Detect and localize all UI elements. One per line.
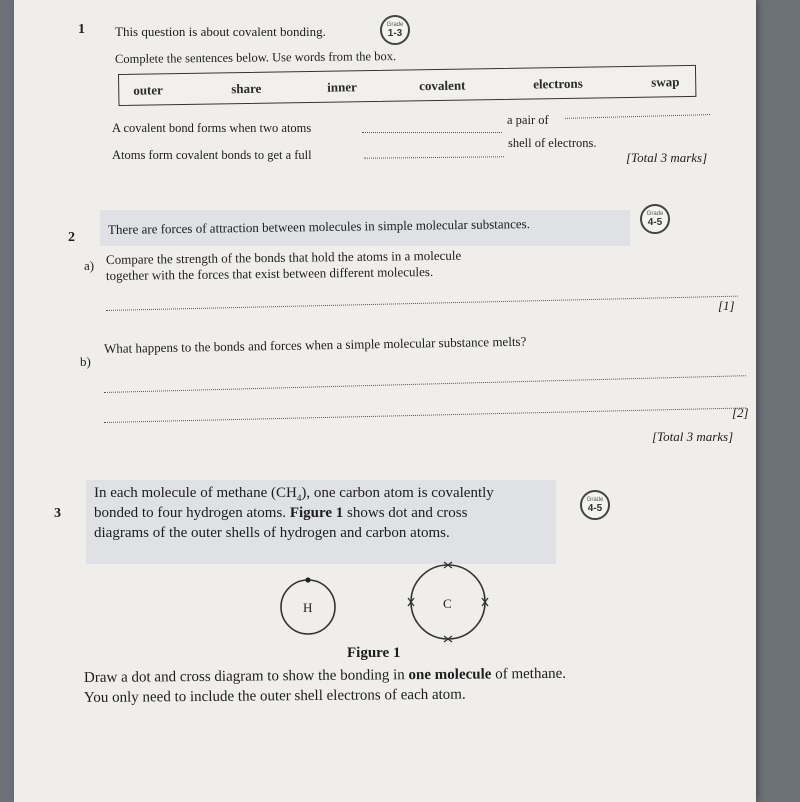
draw-emphasis: one molecule	[408, 666, 492, 684]
grade-value: 1-3	[387, 27, 403, 39]
word-item: electrons	[533, 75, 583, 92]
question-3-line-2	[94, 505, 467, 522]
sentence-2-end: shell of electrons.	[508, 136, 597, 150]
hydrogen-symbol: H	[303, 600, 313, 615]
sentence-1-end: a pair of	[507, 113, 549, 127]
part-a-label: a)	[84, 258, 95, 273]
word-item: swap	[651, 74, 680, 90]
sentence-1-start: A covalent bond forms when two atoms	[112, 121, 312, 135]
drawing-area[interactable]	[100, 716, 740, 796]
part-a-marks: [1]	[718, 298, 735, 313]
question-1-number: 1	[78, 22, 85, 37]
grade-value: 4-5	[647, 216, 663, 228]
grade-badge-q3	[580, 490, 610, 520]
q3-subscript: 4	[296, 493, 302, 503]
carbon-symbol: C	[443, 596, 452, 611]
part-a-line-2: together with the forces that exist between different molecules.	[105, 264, 434, 283]
q3-text-b: ), one carbon atom is covalently	[301, 485, 494, 501]
word-item: share	[231, 80, 262, 97]
grade-label: Grade	[386, 21, 404, 28]
question-3-line-1	[94, 485, 494, 503]
grade-badge-q2	[640, 204, 670, 234]
part-a-line-1: Compare the strength of the bonds that hold the atoms in a molecule	[105, 247, 462, 267]
question-2-total: [Total 3 marks]	[652, 429, 734, 444]
question-1-total: [Total 3 marks]	[626, 150, 708, 165]
figure-caption: Figure 1	[347, 645, 401, 661]
question-2-number: 2	[68, 230, 75, 245]
q3-text-a: In each molecule of methane (CH	[94, 485, 297, 501]
word-item: inner	[327, 79, 357, 95]
grade-value: 4-5	[587, 502, 603, 514]
hydrogen-electron-dot	[305, 577, 310, 582]
q3-text-c: bonded to four hydrogen atoms.	[94, 505, 287, 521]
grade-badge-q1	[380, 15, 410, 45]
sentence-2-start: Atoms form covalent bonds to get a full	[112, 148, 312, 162]
question-3-number: 3	[54, 506, 61, 521]
answer-blank[interactable]	[362, 132, 502, 133]
figure-ref: Figure 1	[289, 505, 344, 521]
draw-instruction-line-2: You only need to include the outer shell electrons of each atom.	[83, 686, 466, 706]
question-2-intro: There are forces of attraction between molecules in simple molecular substances.	[107, 216, 531, 237]
question-1-intro: This question is about covalent bonding.	[115, 24, 326, 39]
draw-text-b: of methane.	[495, 665, 567, 683]
question-1-instruction: Complete the sentences below. Use words from the box.	[114, 49, 397, 66]
question-3-line-3: diagrams of the outer shells of hydrogen and carbon atoms.	[94, 525, 450, 541]
grade-label: Grade	[646, 210, 664, 217]
word-item: covalent	[419, 77, 466, 94]
word-item: outer	[133, 82, 163, 98]
part-b-marks: [2]	[732, 405, 749, 420]
grade-label: Grade	[586, 496, 604, 503]
q3-text-d: shows dot and cross	[347, 505, 468, 521]
part-b-label: b)	[80, 354, 91, 369]
draw-text-a: Draw a dot and cross diagram to show the bonding in	[83, 667, 405, 686]
part-b-text: What happens to the bonds and forces when a simple molecular substance melts?	[103, 333, 527, 356]
